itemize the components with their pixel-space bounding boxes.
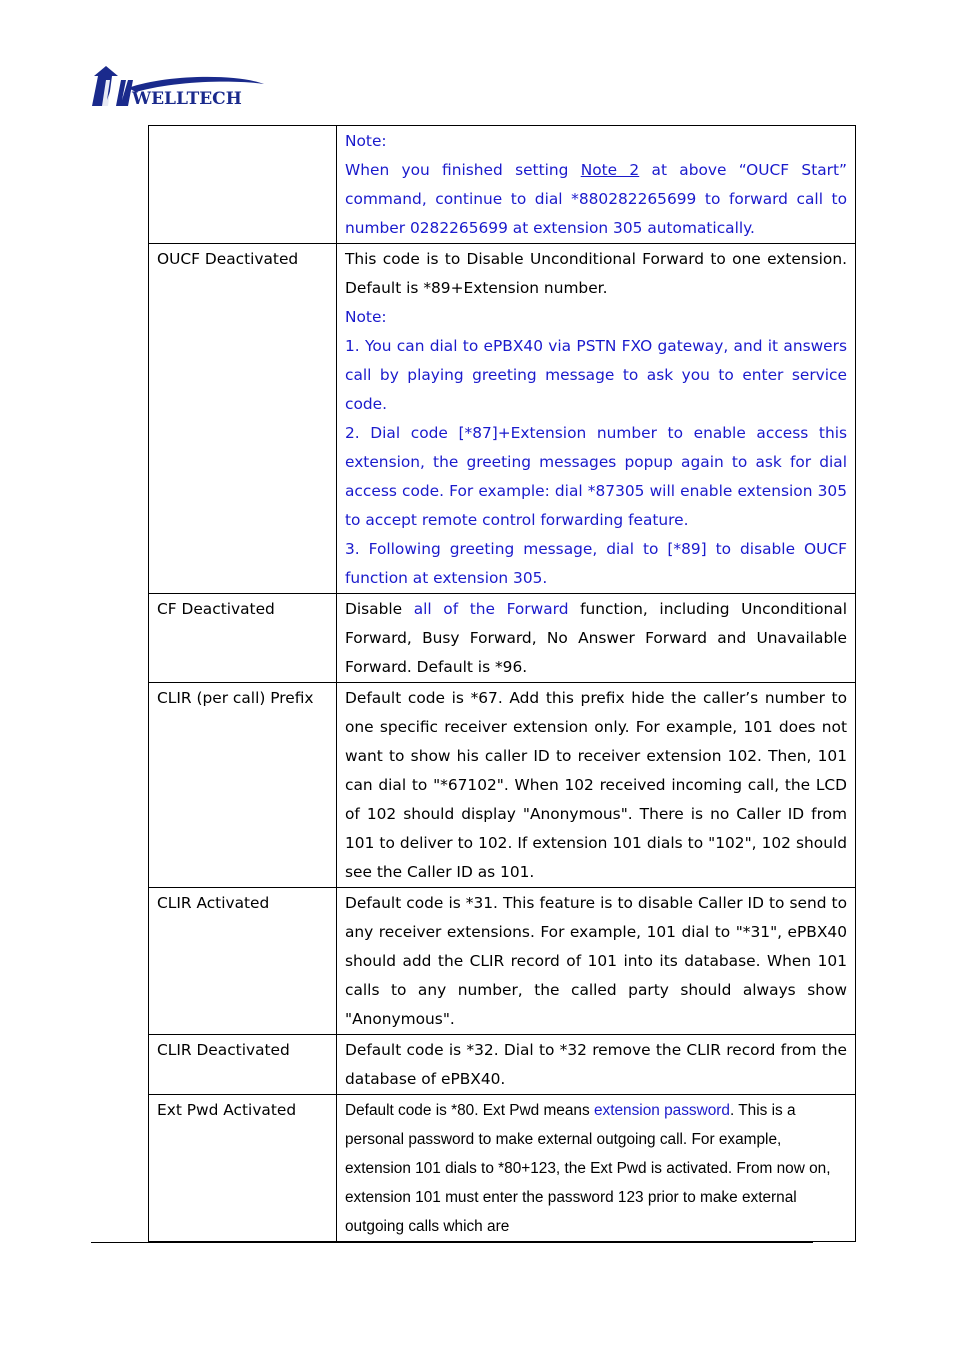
table-row xyxy=(149,1035,856,1095)
feature-name: CLIR (per call) Prefix xyxy=(149,683,337,888)
feature-description xyxy=(337,594,856,683)
description-text: Default code is *32. Dial to *32 remove the CLIR record from the database of ePBX40. xyxy=(345,1041,847,1088)
description-text: This code is to Disable Unconditional Forward to one extension. Default is *89+Extension number. xyxy=(345,250,847,297)
note-text: When you finished setting Note 2 at above “OUCF Start” command, continue to dial *880282265699 to forward call to number 0282265699 at extension 305 automatically. xyxy=(345,161,848,237)
note-label: Note: xyxy=(345,132,387,150)
feature-name: CLIR Activated xyxy=(149,888,337,1035)
feature-description xyxy=(337,683,856,888)
feature-name: CLIR Deactivated xyxy=(149,1035,337,1095)
table-row xyxy=(149,888,856,1035)
feature-description xyxy=(337,1095,856,1242)
feature-description xyxy=(337,888,856,1035)
table-row xyxy=(149,683,856,888)
svg-text:WELLTECH: WELLTECH xyxy=(132,89,242,109)
note-item: 2. Dial code [*87]+Extension number to enable access this extension, the greeting messages popup again to ask for dial access code. For example: dial *87305 will enable extension 305 to accept remote control forwarding feature. xyxy=(345,424,847,529)
note-item: 1. You can dial to ePBX40 via PSTN FXO gateway, and it answers call by playing greeting message to ask you to enter service code. xyxy=(345,337,847,413)
feature-description xyxy=(337,1035,856,1095)
feature-name: OUCF Deactivated xyxy=(149,244,337,594)
feature-name: Ext Pwd Activated xyxy=(149,1095,337,1242)
highlight-text: extension password xyxy=(593,1102,730,1119)
description-text: Default code is *31. This feature is to disable Caller ID to send to any receiver extensions. For example, 101 dial to "*31", ePBX40 should add the CLIR record of 101 into its database. When 101 calls to any number, the called party should always show "Anonymous". xyxy=(345,894,847,1028)
feature-name xyxy=(149,126,337,244)
feature-name: CF Deactivated xyxy=(149,594,337,683)
table-row xyxy=(149,244,856,594)
feature-code-table xyxy=(148,125,856,1242)
table-row xyxy=(149,594,856,683)
note-label: Note: xyxy=(345,308,387,326)
highlight-text: all of the Forward xyxy=(413,600,569,618)
note-2-link[interactable]: Note 2 xyxy=(580,161,640,179)
description-text: Default code is *80. Ext Pwd means extension password. This is a personal password to make external outgoing call. For example, extension 101 dials to *80+123, the Ext Pwd is activated. From now on, extension 101 must enter the password 123 prior to make external outgoing calls which are xyxy=(345,1102,831,1235)
table-row xyxy=(149,126,856,244)
feature-description xyxy=(337,244,856,594)
description-text: Default code is *67. Add this prefix hide the caller’s number to one specific receiver extension only. For example, 101 does not want to show his caller ID to receiver extension 102. Then, 101 can dial to "*67102". When 102 received incoming call, the LCD of 102 should display "Anonymous". There is no Caller ID from 101 to deliver to 102. If extension 101 dials to "102", 102 should see the Caller ID as 101. xyxy=(345,689,847,881)
welltech-logo xyxy=(88,66,268,110)
description-text: Disable all of the Forward function, including Unconditional Forward, Busy Forward, No Answer Forward and Unavailable Forward. Default is *96. xyxy=(345,600,848,676)
table-row xyxy=(149,1095,856,1242)
feature-description xyxy=(337,126,856,244)
footer-divider xyxy=(91,1242,813,1243)
note-item: 3. Following greeting message, dial to [*89] to disable OUCF function at extension 305. xyxy=(345,540,847,587)
